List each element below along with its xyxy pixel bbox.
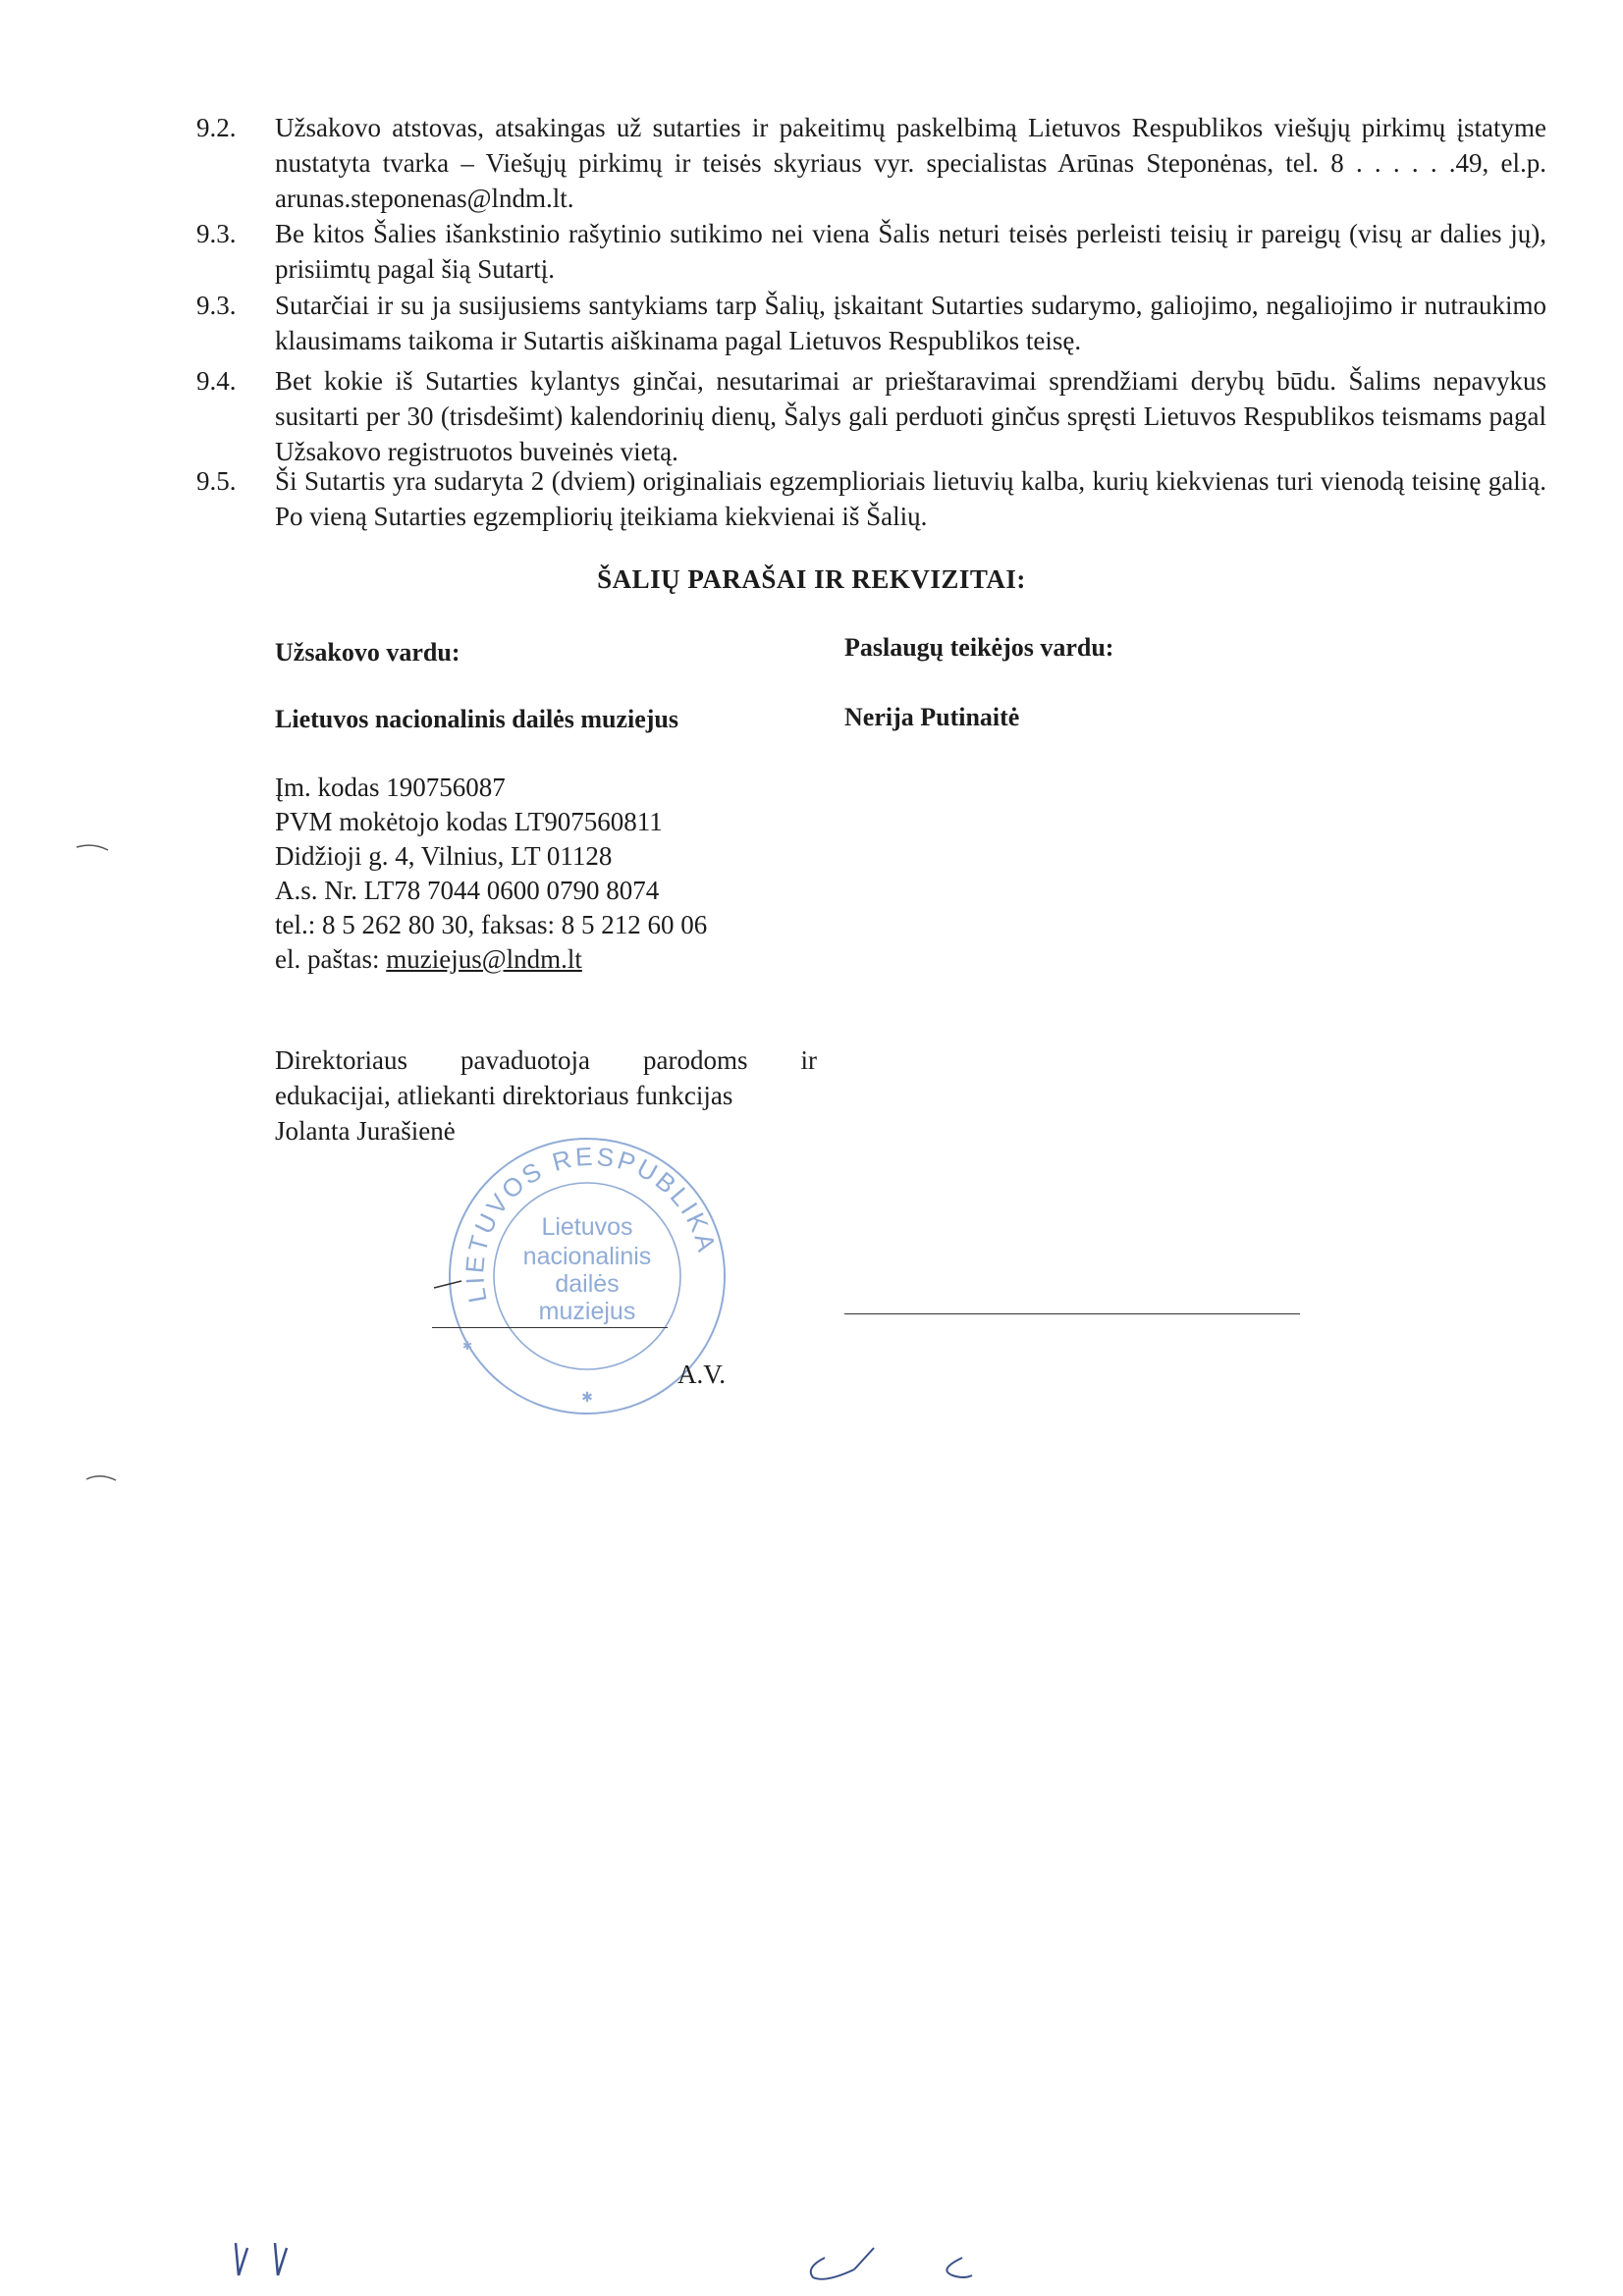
signer-position-line2: edukacijai, atliekanti direktoriaus funkcijas — [275, 1081, 733, 1110]
provider-label: Paslaugų teikėjos vardu: — [844, 633, 1114, 662]
initials-mark — [947, 2258, 972, 2277]
scan-mark — [77, 845, 108, 850]
initials-mark — [236, 2243, 247, 2275]
initials-mark — [275, 2243, 287, 2275]
provider-name: Nerija Putinaitė — [844, 703, 1020, 731]
signer-position-line1: Direktoriaus pavaduotoja parodoms ir — [275, 1045, 817, 1075]
stamp-star-icon: ✱ — [461, 1339, 473, 1353]
clause-number: 9.2. — [196, 113, 237, 142]
address: Didžioji g. 4, Vilnius, LT 01128 — [275, 841, 613, 871]
clause-text: Be kitos Šalies išankstinio rašytinio sutikimo nei viena Šalis neturi teisės perleisti teisių ir pareigų (visų ar dalies jų), prisiimtų pagal šią Sutartį. — [275, 219, 1546, 284]
signatures-heading: ŠALIŲ PARAŠAI IR REKVIZITAI: — [597, 564, 1026, 594]
clause-number: 9.3. — [196, 219, 237, 248]
vat-code: PVM mokėtojo kodas LT907560811 — [275, 807, 663, 836]
stamp-line1: Lietuvos — [541, 1213, 633, 1241]
stamp-line2: nacionalinis — [522, 1243, 652, 1270]
customer-label: Užsakovo vardu: — [275, 638, 460, 667]
stamp-ring-text: LIETUVOS RESPUBLIKA — [460, 1141, 723, 1306]
clause-number: 9.3. — [196, 291, 237, 320]
clause-text: Sutarčiai ir su ja susijusiems santykiams tarp Šalių, įskaitant Sutarties sudarymo, galiojimo, negaliojimo ir nutraukimo klausimams taikoma ir Sutartis aiškinama pagal Lietuvos Respublikos teisę. — [275, 291, 1546, 355]
phone-fax: tel.: 8 5 262 80 30, faksas: 8 5 212 60 06 — [275, 910, 708, 939]
customer-name: Lietuvos nacionalinis dailės muziejus — [275, 705, 678, 733]
stamp-star-icon: ✱ — [581, 1391, 593, 1406]
bank-account: A.s. Nr. LT78 7044 0600 0790 8074 — [275, 876, 660, 905]
clause-text: Ši Sutartis yra sudaryta 2 (dviem) originaliais egzemplioriais lietuvių kalba, kurių kiekvienas turi vienodą teisinę galią. Po vieną Sutarties egzempliorių įteikiama kiekvienai iš Šalių. — [275, 466, 1546, 531]
email-link[interactable]: muziejus@lndm.lt — [386, 944, 582, 974]
pen-tick-mark — [434, 1281, 461, 1288]
company-code: Įm. kodas 190756087 — [275, 773, 506, 802]
initials-mark — [811, 2248, 874, 2279]
clause-number: 9.5. — [196, 466, 237, 496]
clause-text: Užsakovo atstovas, atsakingas už sutarties ir pakeitimų paskelbimą Lietuvos Respublikos viešųjų pirkimų įstatyme nustatyta tvarka – Viešųjų pirkimų ir teisės skyriaus vyr. specialistas Arūnas Steponėnas, tel. 8 . . . . . .49, el.p. arunas.steponenas@lndm.lt. — [275, 113, 1546, 213]
scan-mark — [86, 1476, 116, 1480]
clause-text: Bet kokie iš Sutarties kylantys ginčai, nesutarimai ar prieštaravimai sprendžiami derybų būdu. Šalims nepavykus susitarti per 30 (trisdešimt) kalendorinių dienų, Šalys gali perduoti ginčus spręsti Lietuvos Respublikos teismams pagal Užsakovo registruotos buveinės vietą. — [275, 366, 1546, 466]
signer-name: Jolanta Jurašienė — [275, 1116, 456, 1146]
seal-place-label: A.V. — [677, 1360, 727, 1389]
clause-number: 9.4. — [196, 366, 237, 396]
stamp-line4: muziejus — [538, 1298, 636, 1325]
email-prefix: el. paštas: — [275, 944, 387, 974]
stamp-line3: dailės — [555, 1270, 620, 1298]
